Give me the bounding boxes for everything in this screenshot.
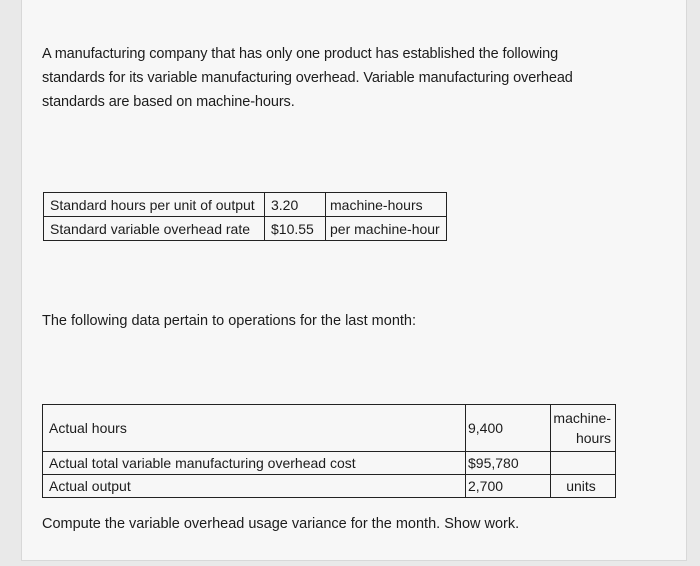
actual-overhead-label: Actual total variable manufacturing overhead cost (43, 452, 466, 475)
table-row (43, 452, 616, 475)
standard-rate-value: $10.55 (265, 217, 326, 241)
table-row (43, 405, 616, 452)
actual-hours-label: Actual hours (43, 405, 466, 452)
actual-output-unit: units (551, 475, 616, 498)
standard-hours-unit: machine-hours (326, 193, 447, 217)
actual-output-value: 2,700 (466, 475, 551, 498)
problem-intro: A manufacturing company that has only one product has established the following standards for its variable manufacturing overhead. Variable manufacturing overhead standards are based on machine-hours. (42, 46, 573, 110)
standard-rate-label: Standard variable overhead rate (44, 217, 265, 241)
table-row (44, 193, 447, 217)
standards-table (43, 192, 447, 241)
standard-hours-value: 3.20 (265, 193, 326, 217)
actual-hours-value: 9,400 (466, 405, 551, 452)
data-intro: The following data pertain to operations for the last month: (42, 313, 416, 329)
actual-overhead-unit (551, 452, 616, 475)
standard-hours-label: Standard hours per unit of output (44, 193, 265, 217)
table-row (43, 475, 616, 498)
table-row (44, 217, 447, 241)
actual-data-table (42, 404, 616, 498)
question-text: Compute the variable overhead usage variance for the month. Show work. (42, 516, 520, 532)
document-page (22, 0, 686, 560)
standard-rate-unit: per machine-hour (326, 217, 447, 241)
actual-overhead-value: $95,780 (466, 452, 551, 475)
actual-hours-unit: machine-hours (551, 405, 616, 452)
actual-output-label: Actual output (43, 475, 466, 498)
